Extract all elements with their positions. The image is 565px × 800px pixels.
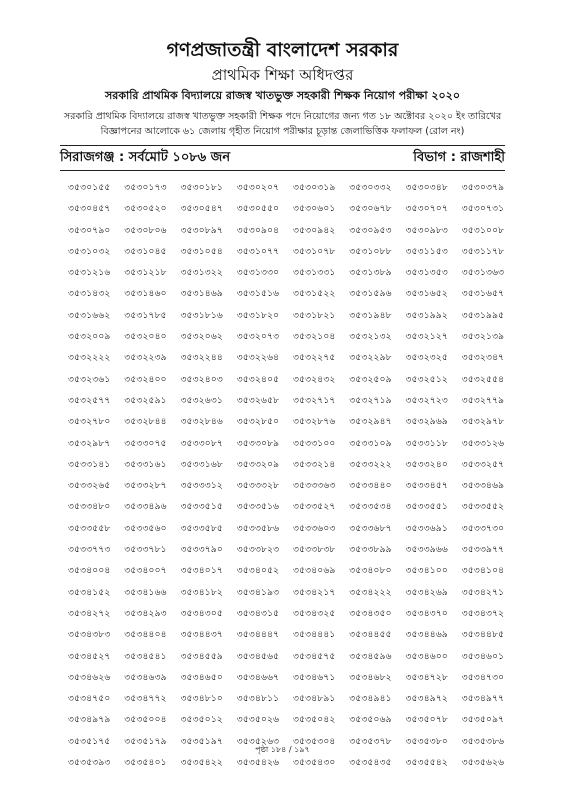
roll-number: ৩৫৩৪১৮২ <box>180 586 223 598</box>
roll-number: ৩৫৩২৭১৯ <box>349 394 392 406</box>
roll-number: ৩৫৩৪৪৮৫ <box>461 629 505 641</box>
roll-number: ৩৫৩৫২৬৩ <box>236 735 280 747</box>
roll-number: ৩৫৩৪৫৭৫ <box>293 650 336 662</box>
roll-number: ৩৫৩২৬৫৮ <box>236 394 280 406</box>
roll-number: ৩৫৩৪৬৩৯ <box>124 671 167 683</box>
roll-number: ৩৫৩৩৬০৩ <box>293 522 336 534</box>
roll-number: ৩৫৩২২৬৪ <box>236 352 280 364</box>
roll-number: ৩৫৩২৪০০ <box>124 373 167 385</box>
roll-number: ৩৫৩২২৯৮ <box>349 352 392 364</box>
roll-number: ৩৫৩৫১৭৫ <box>68 735 111 747</box>
roll-number: ৩৫৩২৫৯১ <box>124 394 167 406</box>
roll-number: ৩৫৩৩৮৯৯ <box>349 544 392 556</box>
government-title: গণপ্রজাতন্ত্রী বাংলাদেশ সরকার <box>166 39 399 61</box>
roll-number: ৩৫৩৪৪৪১ <box>293 629 336 641</box>
roll-number: ৩৫৩৪৬০০ <box>405 650 448 662</box>
roll-number: ৩৫৩১৭৮৫ <box>124 309 167 321</box>
roll-number: ৩৫৩৩৪৫৭ <box>405 480 448 492</box>
roll-number: ৩৫৩১২১৮ <box>124 267 167 279</box>
page-number: পৃষ্ঠা ১৮৪ / ১৯৭ <box>255 745 310 754</box>
roll-number: ৩৫৩৩৫৮৫ <box>180 522 223 534</box>
roll-number: ৩৫৩৩২৫৭ <box>461 458 505 470</box>
roll-number: ৩৫৩৩৫৫১ <box>405 501 448 513</box>
roll-number: ৩৫৩২৩৪৭ <box>461 352 505 364</box>
roll-number: ৩৫৩৫৪৩০ <box>293 757 336 769</box>
roll-number: ৩৫৩৫৪২২ <box>180 757 223 769</box>
roll-number: ৩৫৩১৫১৬ <box>236 288 280 300</box>
roll-number: ৩৫৩২৯৪৭ <box>349 416 392 428</box>
roll-number: ৩৫৩৪২১৭ <box>293 586 336 598</box>
roll-number: ৩৫৩২৭৮০ <box>68 416 111 428</box>
roll-number: ৩৫৩৩৩৬৩ <box>293 480 336 492</box>
roll-number: ৩৫৩৩৭৩০ <box>461 522 505 534</box>
roll-number: ৩৫৩২৫৭৭ <box>68 394 111 406</box>
roll-number: ৩৫৩৩০৮৯ <box>236 437 280 449</box>
roll-number: ৩৫৩৩০৭৫ <box>124 437 167 449</box>
roll-number: ৩৫৩০৭৯০ <box>68 224 111 236</box>
roll-number: ৩৫৩৩১২৬ <box>461 437 505 449</box>
roll-number: ৩৫৩২২৩৯ <box>124 352 167 364</box>
roll-number: ৩৫৩৪৫২৭ <box>68 650 111 662</box>
roll-number: ৩৫৩৪২৯৩ <box>124 607 167 619</box>
roll-number: ৩৫৩০৩৪৮ <box>405 182 448 193</box>
roll-number: ৩৫৩৩১৬১ <box>124 458 167 470</box>
roll-number: ৩৫৩০৩৭৯ <box>461 182 505 193</box>
roll-number: ৩৫৩০৬৭৮ <box>349 203 392 215</box>
notice-line-2: বিজ্ঞাপনের আলোকে ৬১ জেলায় গৃহীত নিয়োগ পরীক্ষার চূড়ান্ত জেলাভিত্তিক ফলাফল (রোল নং) <box>100 126 465 137</box>
roll-number: ৩৫৩৪৭৫০ <box>68 693 111 705</box>
roll-number: ৩৫৩২৩৬১ <box>68 373 111 385</box>
roll-number: ৩৫৩০৩১৯ <box>293 182 336 193</box>
roll-number: ৩৫৩৪৫৪১ <box>124 650 167 662</box>
roll-number: ৩৫৩০১৮১ <box>180 182 223 193</box>
roll-number: ৩৫৩০১৫৫ <box>68 182 111 193</box>
roll-number: ৩৫৩২৭৭৯ <box>461 394 505 406</box>
division-label: বিভাগ : রাজশাহী <box>413 150 505 165</box>
roll-number: ৩৫৩০৫৫০ <box>236 203 280 215</box>
roll-number: ৩৫৩০৯৪২ <box>293 224 336 236</box>
roll-number: ৩৫৩২১৩২ <box>349 331 392 343</box>
roll-number: ৩৫৩৩৭৭৩ <box>68 544 111 556</box>
roll-number: ৩৫৩১৫৯৬ <box>349 288 392 300</box>
roll-number: ৩৫৩৩৩১২ <box>180 480 223 492</box>
roll-number: ৩৫৩২৭২৩ <box>405 394 449 406</box>
roll-number: ৩৫৩৫৩৮৬ <box>461 735 505 747</box>
roll-number: ৩৫৩৪৩৭০ <box>405 607 448 619</box>
roll-number: ৩৫৩৫০০৪ <box>124 714 167 726</box>
roll-number: ৩৫৩১৩৫৩ <box>405 267 448 279</box>
roll-number: ৩৫৩২০৬২ <box>180 331 224 343</box>
roll-number: ৩৫৩০২০৭ <box>236 182 280 193</box>
roll-number: ৩৫৩৪১৬৬ <box>124 586 167 598</box>
roll-number: ৩৫৩১০৪৫ <box>124 245 167 257</box>
roll-number: ৩৫৩২৮৪৪ <box>124 416 167 428</box>
roll-number: ৩৫৩১১৭৮ <box>461 245 505 257</box>
roll-number: ৩৫৩১০৩২ <box>68 245 111 257</box>
roll-number: ৩৫৩৩৬৮৭ <box>349 522 392 534</box>
roll-number-grid <box>68 180 518 776</box>
roll-number: ৩৫৩২৯৮৭ <box>68 437 111 449</box>
roll-number: ৩৫৩৫৩৯৩ <box>68 757 111 769</box>
roll-number: ৩৫৩৫৩৭৮ <box>349 735 392 747</box>
roll-number: ৩৫৩০৭০৭ <box>405 203 449 215</box>
roll-number: ৩৫৩৫৪২৬ <box>236 757 280 769</box>
roll-number: ৩৫৩৫৪৩৫ <box>349 757 392 769</box>
roll-number: ৩৫৩৩১০০ <box>293 437 336 449</box>
roll-number: ৩৫৩১৩৩০ <box>236 267 280 279</box>
roll-number: ৩৫৩১৮১৬ <box>180 309 223 321</box>
roll-number: ৩৫৩৪৪৫৫ <box>349 629 392 641</box>
roll-number: ৩৫৩৪৯৪১ <box>349 693 392 705</box>
roll-number: ৩৫৩২০৪০ <box>124 331 167 343</box>
roll-number: ৩৫৩৪১০৪ <box>461 565 505 577</box>
roll-number: ৩৫৩৪৬৬৭ <box>236 671 280 683</box>
roll-number: ৩৫৩৪২৭২ <box>68 607 111 619</box>
roll-number: ৩৫৩২৫১২ <box>405 373 448 385</box>
roll-number: ৩৫৩০৯৮৩ <box>405 224 448 236</box>
roll-number: ৩৫৩২৪০৩ <box>180 373 223 385</box>
roll-number: ৩৫৩৩৭৯০ <box>180 544 223 556</box>
roll-number: ৩৫৩৩৪৯৬ <box>124 501 167 513</box>
roll-number: ৩৫৩৩৫৬০ <box>124 522 167 534</box>
roll-number: ৩৫৩২৫০৯ <box>349 373 392 385</box>
roll-number: ৩৫৩৩৪৮০ <box>68 501 111 513</box>
roll-number: ৩৫৩১৪৩২ <box>68 288 111 300</box>
roll-number: ৩৫৩২১৩৯ <box>461 331 505 343</box>
roll-number: ৩৫৩২৭১৭ <box>293 394 336 406</box>
roll-number: ৩৫৩১৩৩১ <box>293 267 336 279</box>
roll-number: ৩৫৩১৯৯২ <box>405 309 448 321</box>
roll-number: ৩৫৩৩৫৫৮ <box>68 522 111 534</box>
roll-number: ৩৫৩০৫২০ <box>124 203 167 215</box>
roll-number: ৩৫৩৪১৫২ <box>68 586 111 598</box>
roll-number: ৩৫৩৪৯৭৭ <box>461 693 505 705</box>
roll-number: ৩৫৩৩৬৯১ <box>405 522 448 534</box>
roll-number: ৩৫৩৪৬৭১ <box>293 671 336 683</box>
roll-number: ৩৫৩১১৫৩ <box>405 245 448 257</box>
roll-number: ৩৫৩৪৬২৬ <box>68 671 111 683</box>
roll-number: ৩৫৩৪৪৪৭ <box>236 629 280 641</box>
roll-number: ৩৫৩৩১১৮ <box>405 437 448 449</box>
roll-number: ৩৫৩২৩২৫ <box>405 352 448 364</box>
notice-line-1: সরকারি প্রাথমিক বিদ্যালয়ে রাজস্ব খাতভুক্ত সহকারী শিক্ষক পদে নিয়োগের জন্য গত ১৮ অক্টোবর ২০২০ ইং তারিখের <box>63 111 502 122</box>
roll-number: ৩৫৩৩৫২৭ <box>293 501 336 513</box>
roll-number: ৩৫৩৫৩৮০ <box>405 735 448 747</box>
roll-number: ৩৫৩২০৭৩ <box>236 331 280 343</box>
roll-number: ৩৫৩৩২১৪ <box>293 458 336 470</box>
roll-number: ৩৫৩৩৯৬৬ <box>405 544 448 556</box>
roll-number: ৩৫৩৫০১২ <box>180 714 223 726</box>
roll-number: ৩৫৩২৪৩২ <box>293 373 336 385</box>
roll-number: ৩৫৩৫৬২৬ <box>461 757 505 769</box>
roll-number: ৩৫৩২১২৭ <box>405 331 448 343</box>
roll-number: ৩৫৩১৬৫২ <box>405 288 448 300</box>
roll-number: ৩৫৩০৬০১ <box>293 203 336 215</box>
department-title: প্রাথমিক শিক্ষা অধিদপ্তর <box>211 66 354 84</box>
roll-number: ৩৫৩৪১০০ <box>405 565 448 577</box>
roll-number: ৩৫৩২৫৫৪ <box>461 373 505 385</box>
roll-number: ৩৫৩০৯৫৩ <box>349 224 392 236</box>
roll-number: ৩৫৩১২১৬ <box>68 267 111 279</box>
roll-number: ৩৫৩১০৭৭ <box>236 245 280 257</box>
roll-number: ৩৫৩৩৩২৮ <box>236 480 280 492</box>
roll-number: ৩৫৩১০৭৮ <box>293 245 336 257</box>
roll-number: ৩৫৩৪৯৭২ <box>405 693 448 705</box>
roll-number: ৩৫৩৩২০৯ <box>236 458 280 470</box>
roll-number: ৩৫৩৫০৭৮ <box>405 714 448 726</box>
roll-number: ৩৫৩২১০৪ <box>293 331 336 343</box>
roll-number: ৩৫৩২৯৭৮ <box>461 416 505 428</box>
roll-number: ৩৫৩৩১৪১ <box>68 458 111 470</box>
roll-number: ৩৫৩২২৭৫ <box>293 352 336 364</box>
roll-number: ৩৫৩৪৫৫৯ <box>180 650 223 662</box>
roll-number: ৩৫৩০৮০৬ <box>124 224 167 236</box>
roll-number: ৩৫৩৩১৬৮ <box>180 458 223 470</box>
roll-number: ৩৫৩১০০৮ <box>461 224 505 236</box>
roll-number: ৩৫৩৪৭৩০ <box>461 671 505 683</box>
roll-number: ৩৫৩৪০০৪ <box>68 565 111 577</box>
roll-number: ৩৫৩০৪৫৭ <box>68 203 111 215</box>
roll-number: ৩৫৩৫০৬৯ <box>349 714 392 726</box>
roll-number: ৩৫৩৩৯৭৭ <box>461 544 505 556</box>
roll-number: ৩৫৩৫৪০১ <box>124 757 167 769</box>
roll-number: ৩৫৩৪৪৬৯ <box>405 629 448 641</box>
district-total: সিরাজগঞ্জ : সর্বমোট ১০৮৬ জন <box>60 150 231 165</box>
roll-number: ৩৫৩৩৭৮১ <box>124 544 167 556</box>
roll-number: ৩৫৩৩৮২৩ <box>236 544 280 556</box>
roll-number: ৩৫৩৩০৮৭ <box>180 437 223 449</box>
roll-number: ৩৫৩১৫২২ <box>293 288 336 300</box>
roll-number: ৩৫৩৪৫৯৬ <box>349 650 392 662</box>
roll-number: ৩৫৩৪০৫২ <box>236 565 280 577</box>
roll-number: ৩৫৩১৩৬৩ <box>461 267 505 279</box>
roll-number: ৩৫৩৫৫৪২ <box>405 757 448 769</box>
roll-number: ৩৫৩১৪৬০ <box>124 288 167 300</box>
roll-number: ৩৫৩১৮২০ <box>236 309 280 321</box>
roll-number: ৩৫৩৪৯৭৯ <box>68 714 111 726</box>
roll-number: ৩৫৩২০০৯ <box>68 331 111 343</box>
roll-number: ৩৫৩৪৬০১ <box>461 650 505 662</box>
summary-bottom-rule <box>60 170 505 171</box>
roll-number: ৩৫৩১৩৮৯ <box>349 267 392 279</box>
roll-number: ৩৫৩৫৩০৪ <box>293 735 336 747</box>
roll-number: ৩৫৩৫০৪২ <box>293 714 336 726</box>
roll-number: ৩৫৩৩৮৩৮ <box>293 544 336 556</box>
roll-number: ৩৫৩৩৫৮৬ <box>236 522 280 534</box>
roll-number: ৩৫৩৪০৮০ <box>349 565 392 577</box>
roll-number: ৩৫৩০১৭৩ <box>124 182 167 193</box>
roll-number: ৩৫৩৫০২৬ <box>236 714 280 726</box>
roll-number: ৩৫৩২৬৩১ <box>180 394 223 406</box>
roll-number: ৩৫৩০৭৩১ <box>461 203 505 215</box>
summary-bar <box>60 145 505 169</box>
roll-number: ৩৫৩৪৩৫০ <box>349 607 392 619</box>
roll-number: ৩৫৩৪৬৫০ <box>180 671 223 683</box>
roll-number: ৩৫৩৪৩১৫ <box>236 607 280 619</box>
roll-number: ৩৫৩৪৭২৮ <box>405 671 448 683</box>
roll-number: ৩৫৩৪৪০৪ <box>124 629 167 641</box>
roll-number: ৩৫৩৪০৬৯ <box>293 565 336 577</box>
roll-number: ৩৫৩১৯৯৫ <box>461 309 505 321</box>
roll-number: ৩৫৩১৮২১ <box>293 309 336 321</box>
roll-number: ৩৫৩৫১৯৭ <box>180 735 223 747</box>
roll-number: ৩৫৩৩২২২ <box>349 458 392 470</box>
roll-number: ৩৫৩২২৪৪ <box>180 352 223 364</box>
roll-number: ৩৫৩২২২২ <box>68 352 111 364</box>
roll-number: ৩৫৩৩৫৫২ <box>461 501 505 513</box>
roll-number: ৩৫৩৩৪৪০ <box>349 480 392 492</box>
roll-number: ৩৫৩৩৫১৬ <box>236 501 280 513</box>
roll-number: ৩৫৩৩২৪০ <box>405 458 448 470</box>
roll-number: ৩৫৩৪১৯৩ <box>236 586 280 598</box>
roll-number: ৩৫৩৪৩৭২ <box>461 607 505 619</box>
roll-number: ৩৫৩১০৫৪ <box>180 245 223 257</box>
roll-number: ৩৫৩০৫৪৭ <box>180 203 223 215</box>
roll-number: ৩৫৩২৮৫০ <box>236 416 280 428</box>
roll-number: ৩৫৩৪৩২৫ <box>293 607 336 619</box>
roll-number: ৩৫৩১৬৫৭ <box>461 288 505 300</box>
roll-number: ৩৫৩৪৭৭২ <box>124 693 167 705</box>
roll-number: ৩৫৩২৮৪৬ <box>180 416 223 428</box>
roll-number: ৩৫৩৩১০৯ <box>349 437 392 449</box>
roll-number: ৩৫৩২৪০৫ <box>236 373 280 385</box>
roll-number: ৩৫৩০৮৯৭ <box>180 224 223 236</box>
roll-number: ৩৫৩৪২৭১ <box>461 586 505 598</box>
roll-number: ৩৫৩৪৬৮২ <box>349 671 392 683</box>
roll-number: ৩৫৩৫১৭৯ <box>124 735 167 747</box>
roll-number: ৩৫৩১৪৬৯ <box>180 288 223 300</box>
roll-number: ৩৫৩৪০১৭ <box>180 565 223 577</box>
roll-number: ৩৫৩৪৮৯১ <box>293 693 336 705</box>
roll-number: ৩৫৩৪২২২ <box>349 586 392 598</box>
roll-number: ৩৫৩৫০৯৭ <box>461 714 505 726</box>
roll-number: ৩৫৩৪২৬৯ <box>405 586 448 598</box>
exam-title: সরকারি প্রাথমিক বিদ্যালয়ে রাজস্ব খাতভুক্ত সহকারী শিক্ষক নিয়োগ পরীক্ষা ২০২০ <box>105 89 460 102</box>
roll-number: ৩৫৩১৯৪৮ <box>349 309 392 321</box>
roll-number: ৩৫৩২৮৭৬ <box>293 416 336 428</box>
notice-text <box>60 109 505 139</box>
roll-number: ৩৫৩৩২৬৫ <box>68 480 111 492</box>
roll-number: ৩৫৩০৯০৪ <box>236 224 280 236</box>
roll-number: ৩৫৩১৬৬২ <box>68 309 111 321</box>
roll-number: ৩৫৩৪৫৬৫ <box>236 650 280 662</box>
roll-number: ৩৫৩০৩৩২ <box>349 182 392 193</box>
roll-number: ৩৫৩৩৪৬৯ <box>461 480 505 492</box>
roll-number: ৩৫৩৪৩৮৩ <box>68 629 111 641</box>
roll-number: ৩৫৩৪৮১১ <box>236 693 280 705</box>
roll-number: ৩৫৩১৩২২ <box>180 267 223 279</box>
roll-number: ৩৫৩৪৮১০ <box>180 693 223 705</box>
roll-number: ৩৫৩৪০০৭ <box>124 565 167 577</box>
roll-number: ৩৫৩২৯৬৯ <box>405 416 448 428</box>
roll-number: ৩৫৩৩২৮৭ <box>124 480 167 492</box>
roll-number: ৩৫৩১০৮৮ <box>349 245 392 257</box>
roll-number: ৩৫৩৪৪৩৭ <box>180 629 223 641</box>
roll-number: ৩৫৩৩৫১৫ <box>180 501 223 513</box>
roll-number: ৩৫৩৪৩০৫ <box>180 607 223 619</box>
roll-number: ৩৫৩৩৫৩৪ <box>349 501 392 513</box>
